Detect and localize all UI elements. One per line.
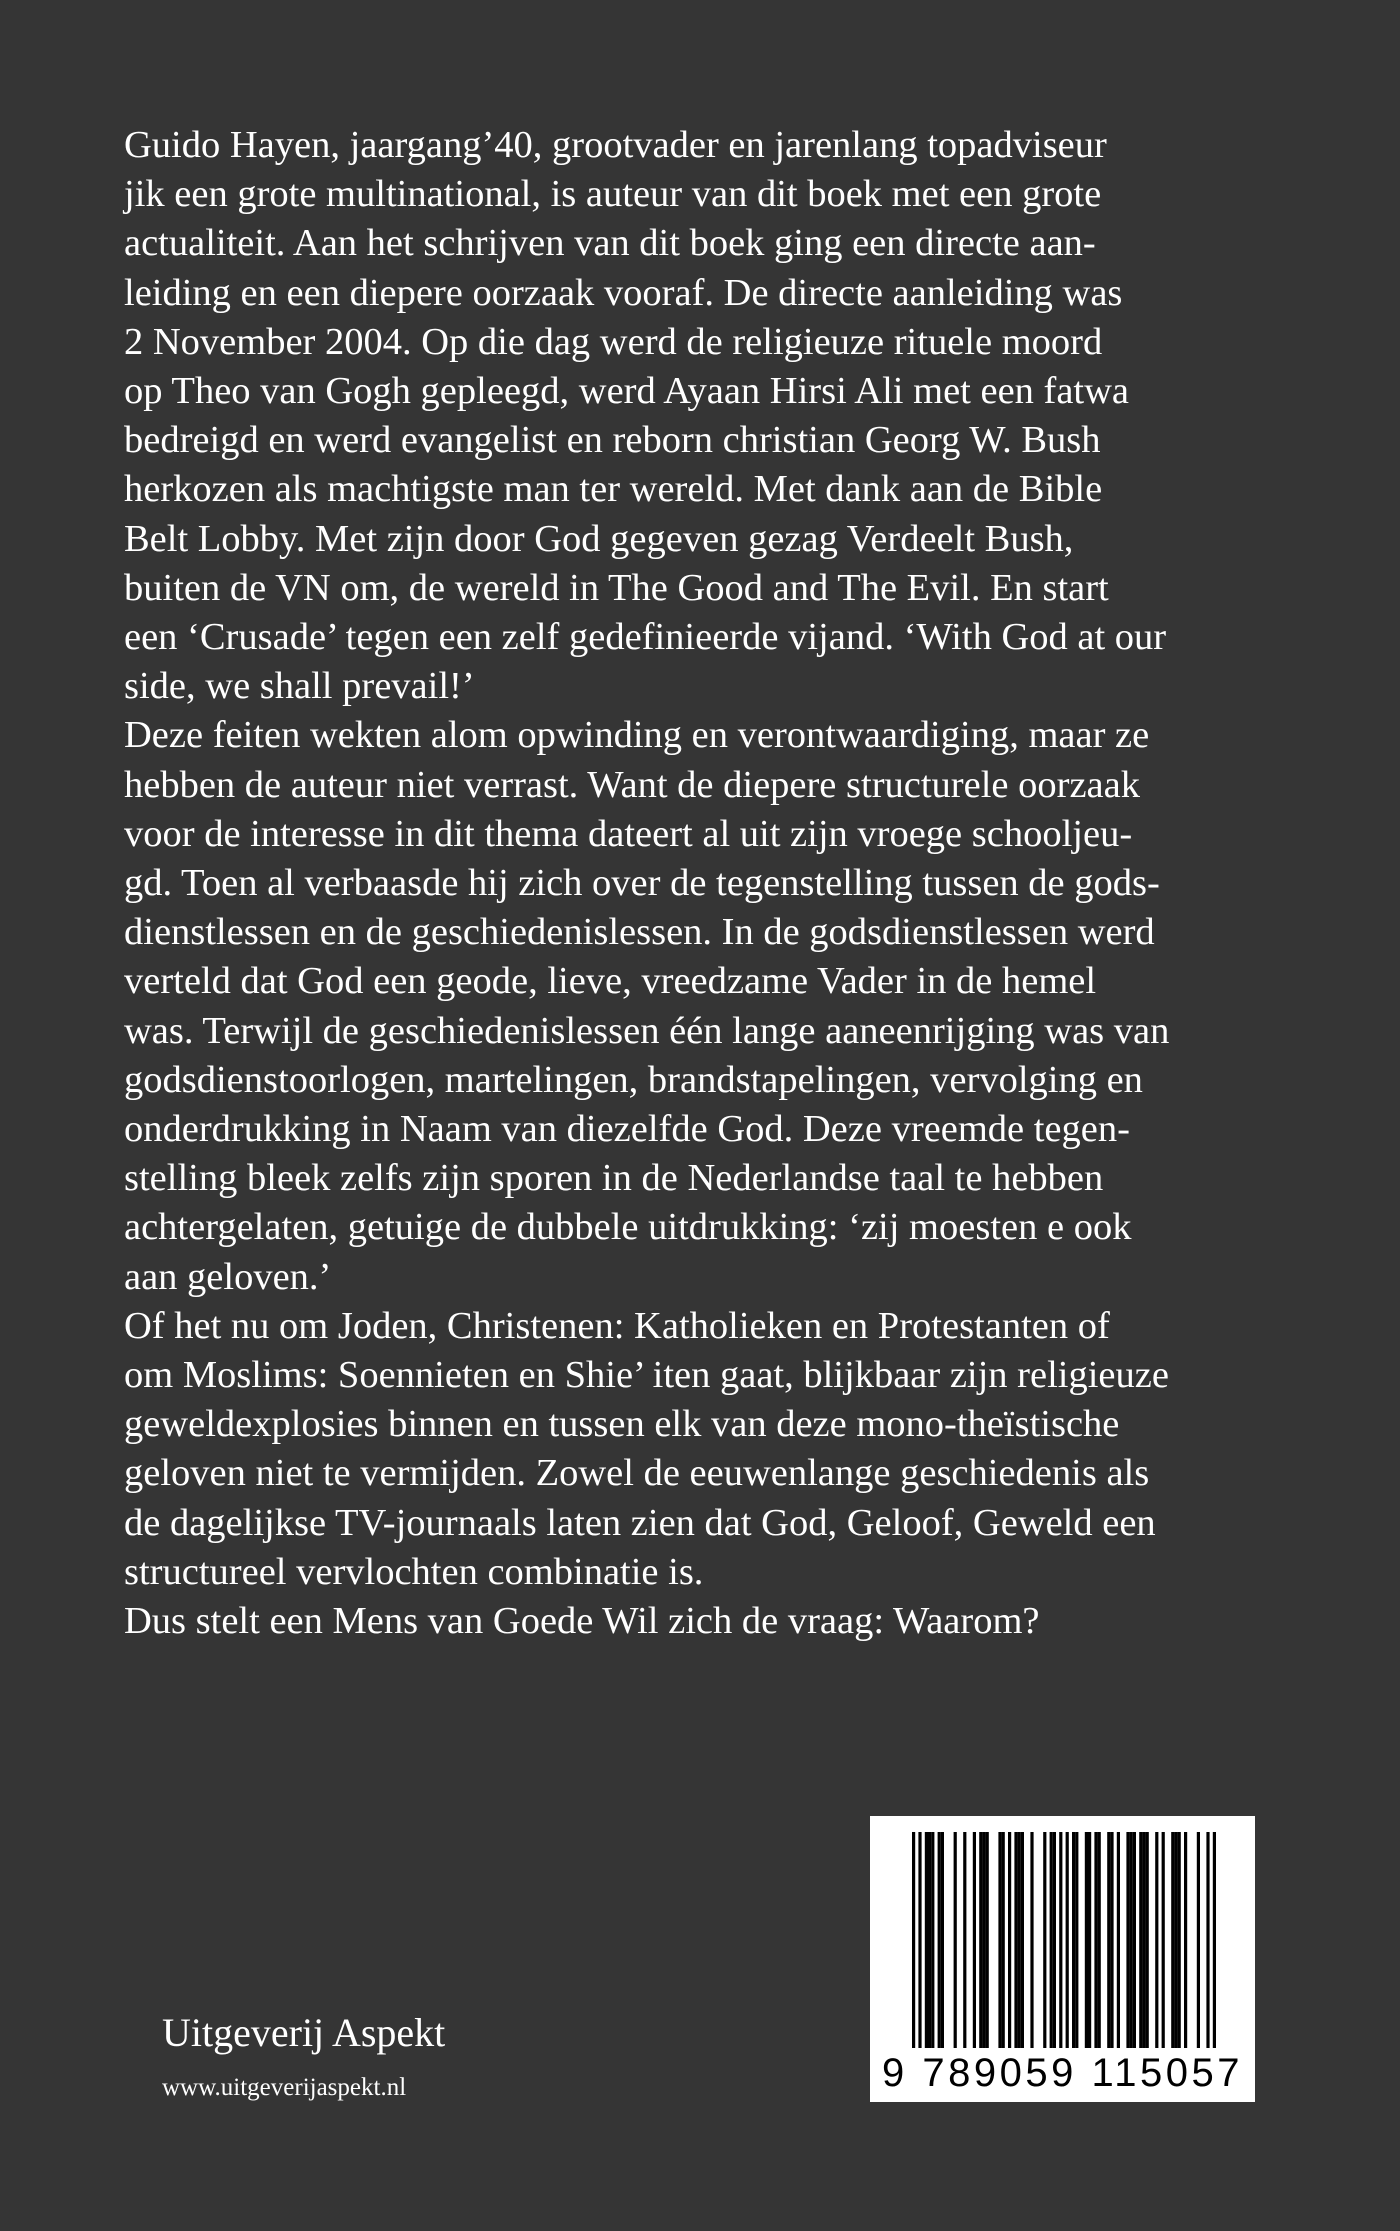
barcode-bar — [925, 1832, 928, 2048]
blurb-line: dienstlessen en de geschiedenislessen. In de godsdienstlessen werd — [124, 911, 1155, 954]
publisher-website: www.uitgeverijaspekt.nl — [162, 2074, 407, 2101]
barcode-bar — [1030, 1832, 1033, 2048]
blurb-text — [124, 121, 1284, 1646]
barcode-bar — [1184, 1832, 1187, 2048]
barcode-bar — [1206, 1832, 1209, 2048]
barcode-bar — [1130, 1832, 1133, 2048]
barcode — [870, 1816, 1255, 2102]
blurb-line: buiten de VN om, de wereld in The Good and The Evil. En start — [124, 566, 1109, 609]
barcode-bar — [1146, 1832, 1149, 2048]
barcode-bar — [1014, 1832, 1017, 2048]
barcode-bar — [1050, 1832, 1053, 2048]
barcode-bar — [1110, 1832, 1113, 2048]
barcode-bar — [1094, 1832, 1097, 2048]
barcode-bar — [1008, 1832, 1011, 2048]
barcode-bar — [1053, 1832, 1056, 2048]
barcode-bar — [912, 1832, 915, 2048]
barcode-bar — [1085, 1832, 1088, 2048]
barcode-bar — [1117, 1832, 1120, 2048]
barcode-bar — [954, 1832, 957, 2048]
barcode-bar — [1197, 1832, 1200, 2048]
blurb-line: side, we shall prevail!’ — [124, 665, 475, 708]
barcode-bar — [1018, 1832, 1021, 2048]
blurb-line: gd. Toen al verbaasde hij zich over de tegenstelling tussen de gods- — [124, 862, 1160, 905]
blurb-line: aan geloven.’ — [124, 1255, 332, 1298]
barcode-bar — [1066, 1832, 1069, 2048]
barcode-bar — [1107, 1832, 1110, 2048]
blurb-line: Guido Hayen, jaargang’40, grootvader en jarenlang topadviseur — [124, 124, 1107, 166]
blurb-line: achtergelaten, getuige de dubbele uitdrukking: ‘zij moesten e ook — [124, 1206, 1132, 1249]
barcode-bar — [963, 1832, 966, 2048]
blurb-line: 2 November 2004. Op die dag werd de religieuze rituele moord — [124, 320, 1103, 363]
barcode-bar — [1002, 1832, 1005, 2048]
blurb-line: godsdienstoorlogen, martelingen, brandstapelingen, vervolging en — [124, 1058, 1143, 1101]
barcode-bar — [979, 1832, 982, 2048]
barcode-bar — [1162, 1832, 1165, 2048]
blurb-line: actualiteit. Aan het schrijven van dit boek ging een directe aan- — [124, 222, 1096, 265]
blurb-line: onderdrukking in Naam van diezelfde God. Deze vreemde tegen- — [124, 1108, 1130, 1151]
barcode-bar — [1126, 1832, 1129, 2048]
blurb-line: op Theo van Gogh gepleegd, werd Ayaan Hirsi Ali met een fatwa — [124, 370, 1130, 413]
blurb-line: geweldexplosies binnen en tussen elk van deze mono-theïstische — [124, 1403, 1120, 1446]
barcode-bar — [1021, 1832, 1024, 2048]
blurb-line: geloven niet te vermijden. Zowel de eeuwenlange geschiedenis als — [124, 1452, 1150, 1495]
blurb-line: verteld dat God een geode, lieve, vreedzame Vader in de hemel — [124, 960, 1097, 1003]
barcode-bar — [1072, 1832, 1075, 2048]
barcode-bar — [1155, 1832, 1158, 2048]
barcode-bar — [1139, 1832, 1142, 2048]
barcode-bar — [982, 1832, 985, 2048]
barcode-bar — [1088, 1832, 1091, 2048]
barcode-bar — [1075, 1832, 1078, 2048]
blurb-line: structureel vervlochten combinatie is. — [124, 1550, 704, 1593]
blurb-line: Belt Lobby. Met zijn door God gegeven gezag Verdeelt Bush, — [124, 517, 1074, 560]
blurb-line: herkozen als machtigste man ter wereld. Met dank aan de Bible — [124, 468, 1103, 511]
barcode-bar — [998, 1832, 1001, 2048]
blurb-line: leiding en een diepere oorzaak vooraf. De directe aanleiding was — [124, 271, 1123, 314]
isbn-number: 9 789059 115057 — [882, 2051, 1243, 2095]
barcode-bar — [986, 1832, 989, 2048]
barcode-bar — [1043, 1832, 1046, 2048]
barcode-bar — [1174, 1832, 1177, 2048]
barcode-bar — [938, 1832, 941, 2048]
barcode-bar — [1059, 1832, 1062, 2048]
barcode-bar — [1171, 1832, 1174, 2048]
blurb-line: voor de interesse in dit thema dateert al uit zijn vroege schooljeu- — [124, 812, 1133, 855]
barcode-bar — [973, 1832, 976, 2048]
blurb-line: stelling bleek zelfs zijn sporen in de Nederlandse taal te hebben — [124, 1157, 1104, 1200]
publisher-name: Uitgeverij Aspekt — [162, 2010, 446, 2055]
blurb-line: jik een grote multinational, is auteur van dit boek met een grote — [124, 173, 1102, 216]
blurb-line: om Moslims: Soennieten en Shie’ iten gaat, blijkbaar zijn religieuze — [124, 1354, 1169, 1397]
barcode-bar — [1178, 1832, 1181, 2048]
blurb-line: bedreigd en werd evangelist en reborn christian Georg W. Bush — [124, 419, 1101, 462]
blurb-line: Deze feiten wekten alom opwinding en verontwaardiging, maar ze — [124, 714, 1150, 757]
blurb-line: Of het nu om Joden, Christenen: Katholieken en Protestanten of — [124, 1304, 1110, 1347]
barcode-bar — [1213, 1832, 1216, 2048]
blurb-line: de dagelijkse TV-journaals laten zien dat God, Geloof, Geweld een — [124, 1501, 1156, 1544]
barcode-bar — [941, 1832, 944, 2048]
barcode-bar — [1133, 1832, 1136, 2048]
barcode-bar — [1098, 1832, 1101, 2048]
blurb-line: hebben de auteur niet verrast. Want de diepere structurele oorzaak — [124, 763, 1140, 806]
blurb-line: was. Terwijl de geschiedenislessen één lange aaneenrijging was van — [124, 1009, 1170, 1052]
barcode-bar — [931, 1832, 934, 2048]
blurb-line: een ‘Crusade’ tegen een zelf gedefinieerde vijand. ‘With God at our — [124, 616, 1167, 659]
barcode-bar — [928, 1832, 931, 2048]
barcode-bar — [1142, 1832, 1145, 2048]
barcode-bar — [918, 1832, 921, 2048]
blurb-line: Dus stelt een Mens van Goede Wil zich de vraag: Waarom? — [124, 1600, 1040, 1643]
